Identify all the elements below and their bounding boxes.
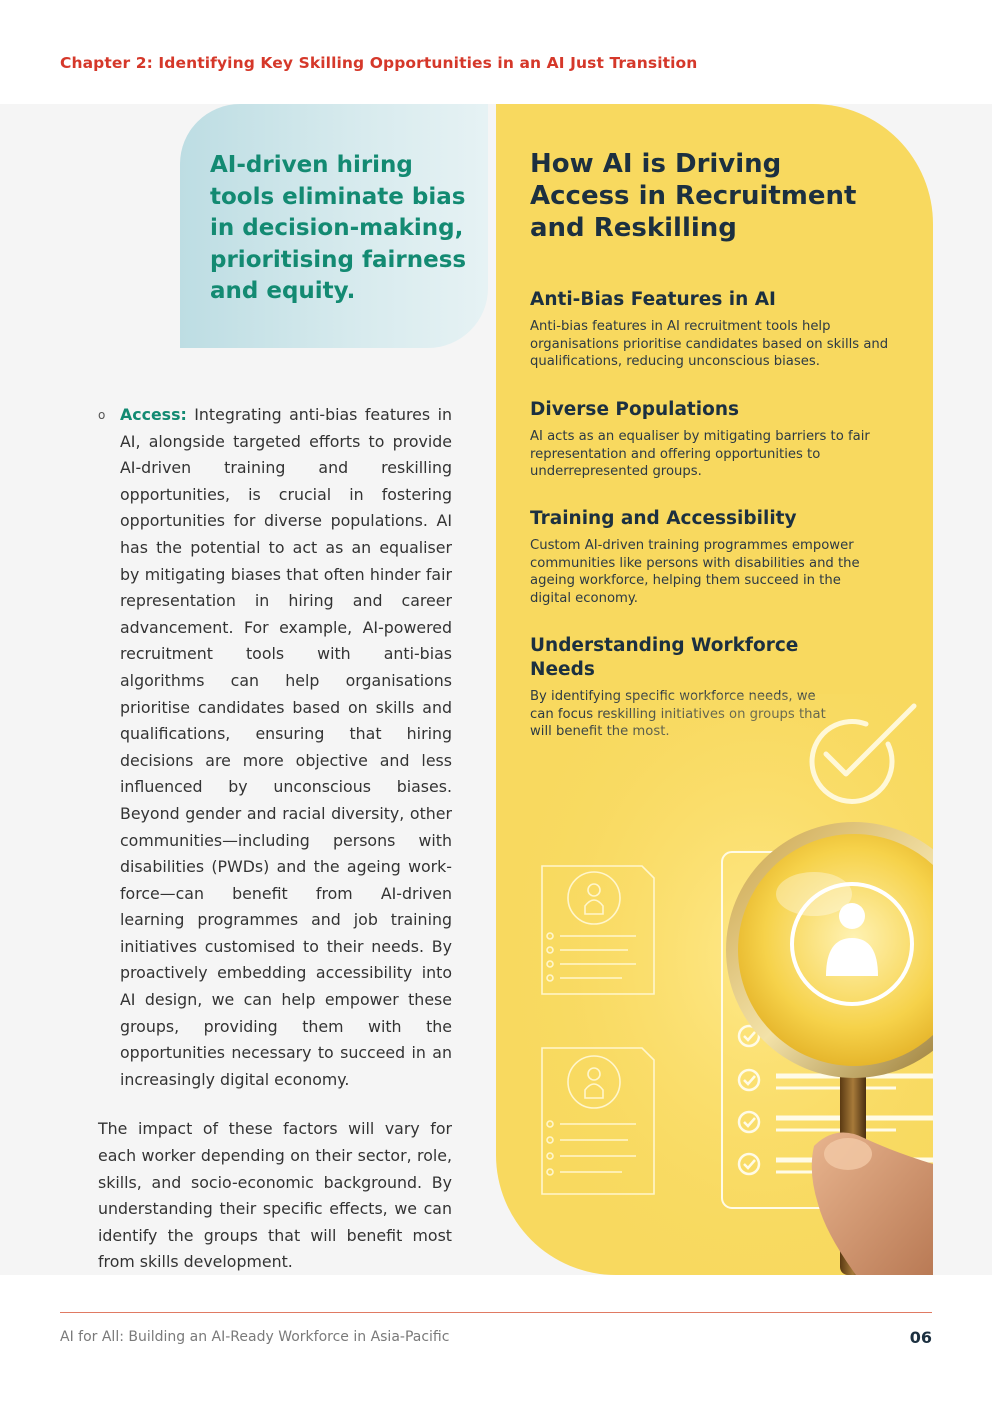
feature-title: Diverse Populations — [530, 399, 740, 420]
feature-description: Custom AI-driven training programmes empower communities like persons with disabilities and the ageing workforce, helping them succeed in the digital economy. — [530, 538, 860, 606]
footer-publication-title: AI for All: Building an AI-Ready Workforce in Asia-Pacific — [60, 1329, 450, 1345]
access-bullet — [98, 402, 452, 1093]
feature-diverse-populations — [530, 398, 875, 481]
info-panel — [496, 104, 933, 1275]
pull-quote-text: AI-driven hiring tools eliminate bias in decision-making, prioritising fairness and equity. — [210, 152, 467, 304]
feature-title: Training and Accessibility — [530, 508, 797, 529]
page-number: 06 — [909, 1328, 932, 1347]
pull-quote-callout — [180, 104, 488, 348]
closing-paragraph: The impact of these factors will vary for each worker depending on their sector, role, skills, and socio-economic background. By understanding their specific effects, we can identify the groups that will benefit most from skills development. — [98, 1119, 452, 1272]
access-text: Integrating anti-bias features in AI, alongside targeted efforts to provide AI-driven training and reskilling opportunities, is crucial in fostering opportunities for diverse populations. AI has the potential to act as an equaliser by mitigating biases that often hinder fair representation in hiring and career advancement. For example, AI-powered recruitment tools with anti-bias algorithms can help organisations prioritise candidates based on skills and qualifications, ensuring that hiring decisions are more objective and less influenced by unconscious biases. Beyond gender and racial diversity, other communities—including persons with disabilities (PWDs) and the ageing workforce—can benefit from AI-driven learning programmes and job training initiatives customised to their needs. By proactively embedding accessibility into AI design, we can help empower these groups, providing them with the opportunities necessary to succeed in an increasingly digital economy. — [120, 405, 452, 1089]
feature-title: Anti-Bias Features in AI — [530, 289, 776, 310]
feature-description: Anti-bias features in AI recruitment tools help organisations prioritise candidates based on skills and qualifications, reducing unconscious biases. — [530, 319, 889, 370]
footer-divider — [60, 1312, 932, 1313]
feature-title: Understanding Workforce Needs — [530, 635, 799, 680]
feature-anti-bias — [530, 288, 890, 371]
access-label: Access: — [120, 405, 187, 424]
feature-description: AI acts as an equaliser by mitigating barriers to fair representation and offering opportunities to underrepresented groups. — [530, 429, 870, 480]
bullet-circle-icon: o — [98, 408, 106, 422]
recruitment-illustration — [496, 694, 933, 1275]
feature-training-accessibility — [530, 507, 880, 607]
panel-title: How AI is Driving Access in Recruitment and Reskilling — [530, 149, 857, 243]
chapter-header: Chapter 2: Identifying Key Skilling Opportunities in an AI Just Transition — [60, 54, 698, 72]
body-column — [98, 402, 452, 1276]
